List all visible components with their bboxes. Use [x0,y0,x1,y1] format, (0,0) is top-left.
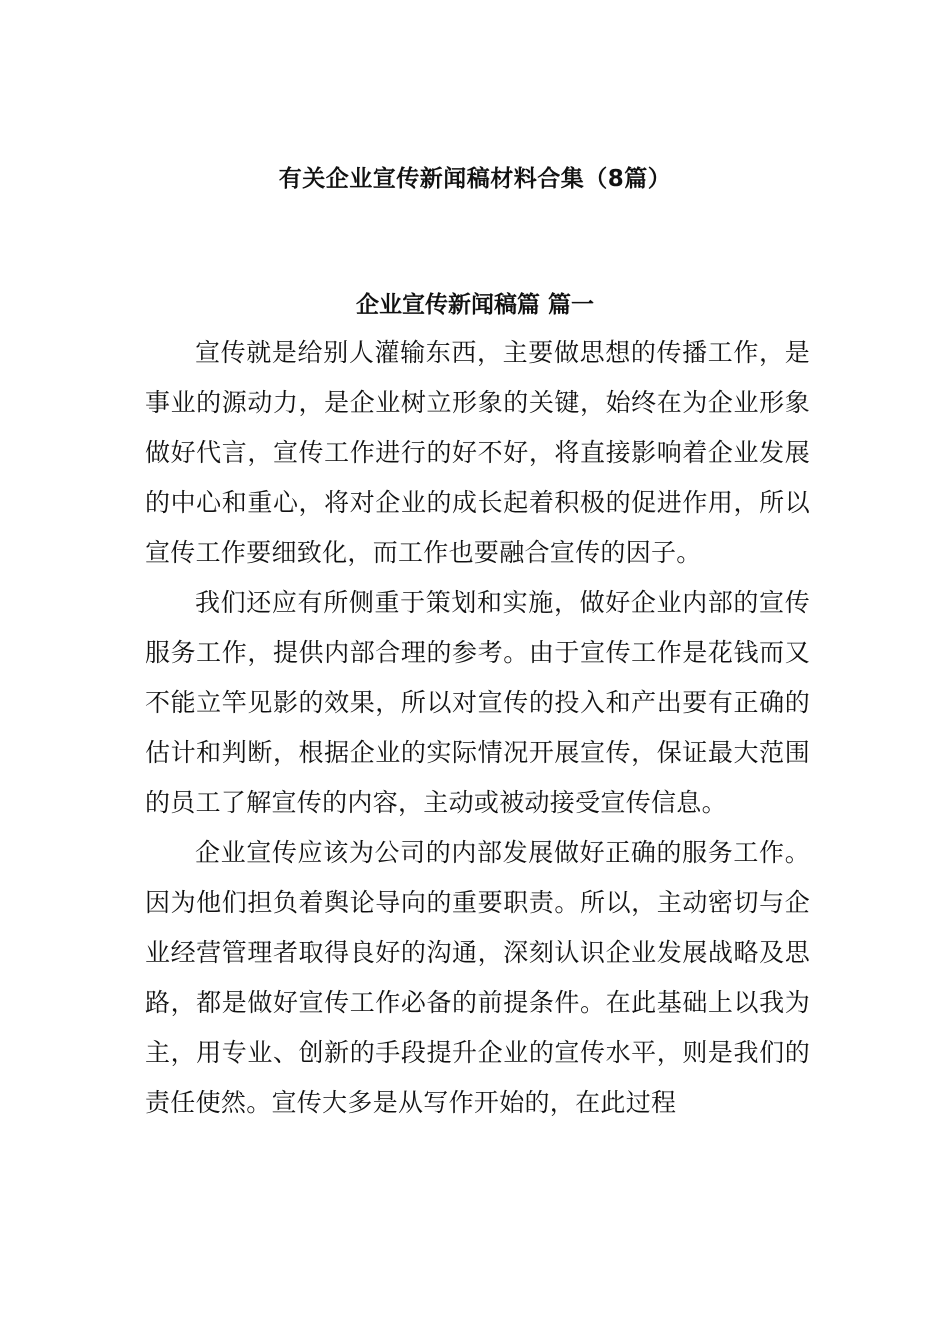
paragraph: 企业宣传应该为公司的内部发展做好正确的服务工作。因为他们担负着舆论导向的重要职责。所以，主动密切与企业经营管理者取得良好的沟通，深刻认识企业发展战略及思路，都是做好宣传工作必备的前提条件。在此基础上以我为主，用专业、创新的手段提升企业的宣传水平，则是我们的责任使然。宣传大多是从写作开始的，在此过程 [145,838,810,1117]
document-title: 有关企业宣传新闻稿材料合集（8篇） [278,166,672,192]
section-heading: 企业宣传新闻稿篇 篇一 [355,292,594,318]
paragraph: 宣传就是给别人灌输东西，主要做思想的传播工作，是事业的源动力，是企业树立形象的关键，始终在为企业形象做好代言，宣传工作进行的好不好，将直接影响着企业发展的中心和重心，将对企业的成长起着积极的促进作用，所以宣传工作要细致化，而工作也要融合宣传的因子。 [145,338,810,567]
paragraph: 我们还应有所侧重于策划和实施，做好企业内部的宣传服务工作，提供内部合理的参考。由于宣传工作是花钱而又不能立竿见影的效果，所以对宣传的投入和产出要有正确的估计和判断，根据企业的实际情况开展宣传，保证最大范围的员工了解宣传的内容，主动或被动接受宣传信息。 [145,588,810,817]
document-body [145,328,810,1128]
